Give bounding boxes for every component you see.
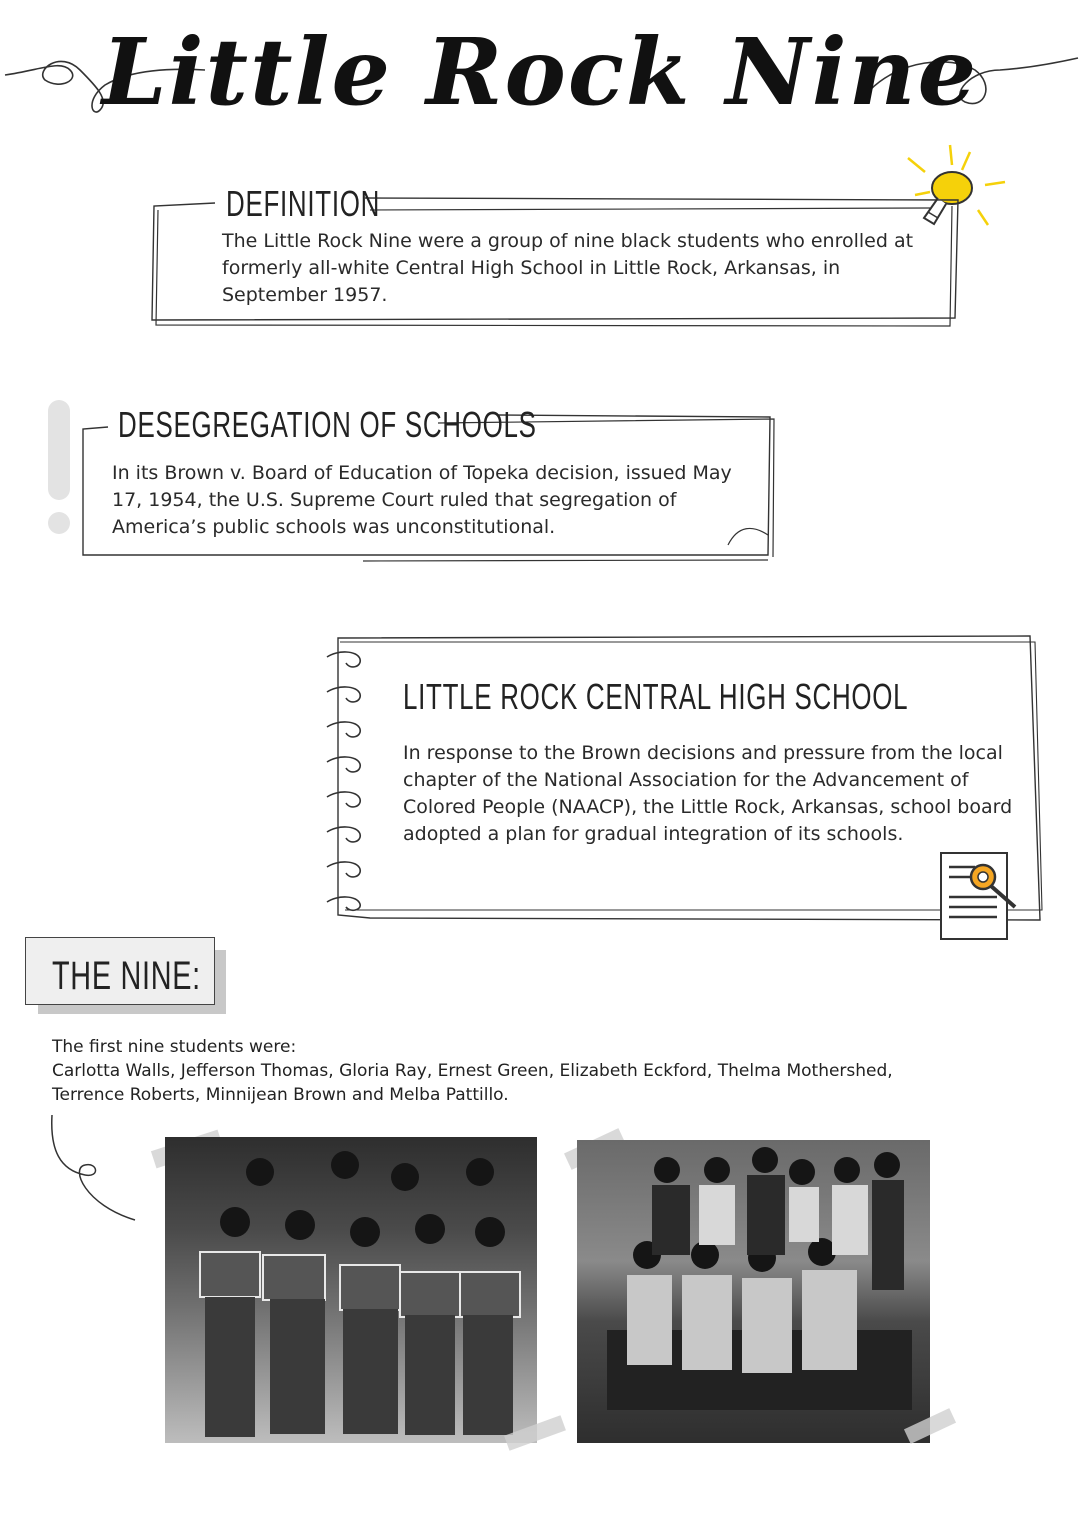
document-search-icon: [935, 845, 1025, 945]
nine-names-line1: Carlotta Walls, Jefferson Thomas, Gloria Ray, Ernest Green, Elizabeth Eckford, Thelma Mothershed,: [52, 1061, 893, 1081]
page-title: Little Rock Nine: [101, 18, 979, 126]
nine-intro: The first nine students were:: [52, 1037, 297, 1057]
group-photo-1: [165, 1137, 537, 1443]
spiral-binding-icon: [322, 645, 372, 915]
central-high-text: In response to the Brown decisions and pressure from the local chapter of the National Association for the Advancement of Colored People (NAACP), the Little Rock, Arkansas, school board adopted a plan for gradual integration of its schools.: [403, 742, 1013, 845]
central-high-heading: LITTLE ROCK CENTRAL HIGH SCHOOL: [403, 676, 909, 717]
desegregation-heading: DESEGREGATION OF SCHOOLS: [118, 404, 537, 445]
nine-names-line2: Terrence Roberts, Minnijean Brown and Melba Pattillo.: [52, 1085, 509, 1105]
arrow-doodle: [40, 1110, 150, 1230]
exclamation-icon: [48, 400, 70, 535]
definition-heading: DEFINITION: [226, 183, 381, 224]
group-photo-2: [577, 1140, 930, 1443]
nine-heading: THE NINE:: [52, 954, 201, 998]
desegregation-text: In its Brown v. Board of Education of Topeka decision, issued May 17, 1954, the U.S. Supreme Court ruled that segregation of America’s public schools was unconstitutional.: [112, 462, 732, 538]
definition-text: The Little Rock Nine were a group of nine black students who enrolled at formerly all-white Central High School in Little Rock, Arkansas, in September 1957.: [222, 230, 914, 306]
